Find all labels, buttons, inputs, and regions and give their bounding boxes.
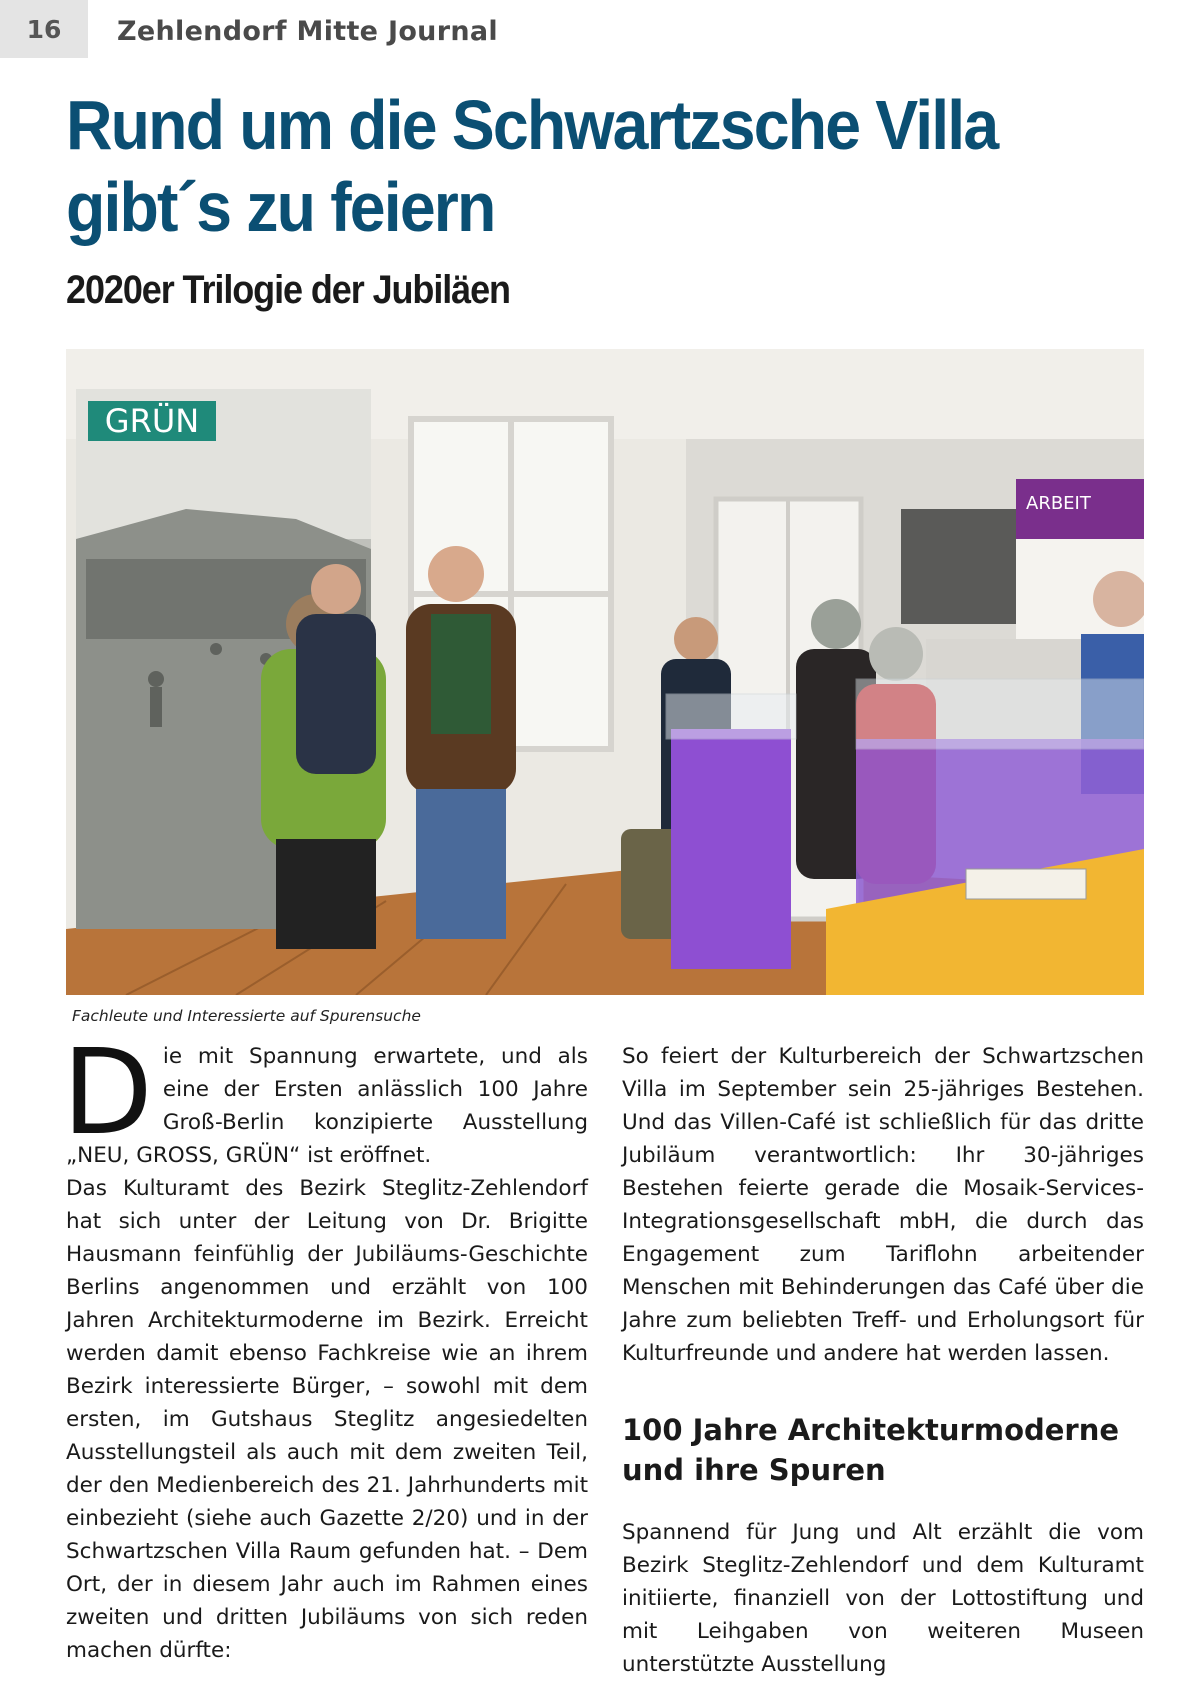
glass-case-small bbox=[666, 694, 796, 739]
banner-label: GRÜN bbox=[104, 402, 200, 440]
section-heading: 100 Jahre Architekturmoderne und ihre Spuren bbox=[622, 1413, 1120, 1487]
drop-cap: D bbox=[62, 1023, 153, 1161]
exhibition-scene bbox=[66, 349, 1144, 995]
article-headline bbox=[66, 84, 1078, 248]
page-number: 16 bbox=[0, 0, 88, 58]
left-column bbox=[62, 1023, 588, 1667]
right-column bbox=[622, 1040, 1144, 1681]
body-paragraph-2: So feiert der Kulturbereich der Schwartzschen Villa im September sein 25-jähriges Bestehen. Und das Villen-Café ist schließlich für das dritte Jubiläum verantwortlich: Ihr 30-jähriges Bestehen feierte gerade die Mosaik-Services-Integrationsgesellschaft mbH, die durch das Engagement zum Tariflohn arbeitender Menschen mit Behinderungen das Café über die Jahre zum beliebten Treff- und Erholungsort für Kulturfreunde und andere hat werden lassen. bbox=[622, 1044, 1144, 1366]
arbeit-sign-text: ARBEIT bbox=[1026, 493, 1091, 514]
body-paragraph-1: Das Kulturamt des Bezirk Steglitz-Zehlendorf hat sich unter der Leitung von Dr. Brigitte Hausmann feinfühlig der Jubiläums-Geschichte Berlins angenommen und erzählt von 100 Jahren Architekturmoderne im Bezirk. Erreicht werden damit ebenso Fachkreise wie an ihrem Bezirk interessierte Bürger, – sowohl mit dem ersten, im Gutshaus Steglitz angesiedelten Ausstellungsteil als auch mit dem zweiten Teil, der den Medienbereich des 21. Jahrhunderts mit einbezieht (siehe auch Gazette 2/20) und in der Schwartzschen Villa Raum gefunden hat. – Dem Ort, der in diesem Jahr auch im Rahmen eines zweiten und dritten Jubiläums von sich reden machen dürfte: bbox=[66, 1176, 588, 1663]
intro-paragraph bbox=[62, 1023, 588, 1172]
intro-text: ie mit Spannung erwartete, und als eine der Ersten anlässlich 100 Jahre Groß-Berlin konzipierte Ausstellung „NEU, GROSS, GRÜN“ ist eröffnet. bbox=[66, 1044, 588, 1168]
article-photo bbox=[66, 349, 1144, 995]
open-book bbox=[966, 869, 1086, 899]
article-subheadline: 2020er Trilogie der Jubiläen bbox=[66, 268, 510, 312]
headline-line-1: Rund um die Schwartzsche Villa bbox=[66, 86, 998, 164]
headline-line-2: gibt´s zu feiern bbox=[66, 168, 495, 246]
publication-title: Zehlendorf Mitte Journal bbox=[117, 16, 498, 47]
body-paragraph-3: Spannend für Jung und Alt erzählt die vom Bezirk Steglitz-Zehlendorf und dem Kulturamt initiierte, finanziell von der Lottostiftung und mit Leihgaben von weiteren Museen unterstützte Ausstellung bbox=[622, 1520, 1144, 1677]
purple-pedestal bbox=[671, 729, 791, 969]
glass-case-large bbox=[856, 679, 1144, 749]
photo-caption: Fachleute und Interessierte auf Spurensuche bbox=[72, 1007, 421, 1025]
